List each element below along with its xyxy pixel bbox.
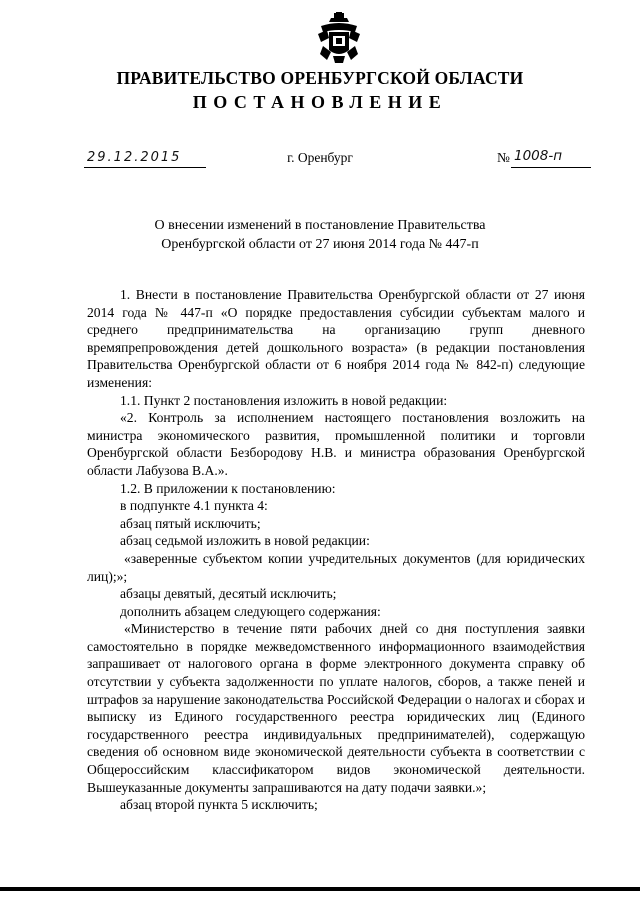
subject-line: О внесении изменений в постановление Правительства — [154, 218, 486, 233]
government-title: ПРАВИТЕЛЬСТВО ОРЕНБУРГСКОЙ ОБЛАСТИ — [116, 68, 524, 88]
coat-of-arms-icon — [317, 12, 361, 64]
body-paragraph: «Министерство в течение пяти рабочих дней со дня поступления заявки самостоятельно в порядке межведомственного информационного взаимодействия запрашивает от налогового органа в форме электронного документа справку об отсутствии у субъекта задолженности по уплате налогов, сборов, а также пеней и штрафов за нарушение законодательства Российской Федерации о налогах и сборах и выписку из Единого государственного реестра юридических лиц (Единого государственного реестра индивидуальных предпринимателей), содержащую сведения об основном виде экономической деятельности субъекта в соответствии с Общероссийским классификатором видов экономической деятельности. Вышеуказанные документы запрашиваются на дату подачи заявки.»; — [87, 621, 585, 795]
body-paragraph: абзац седьмой изложить в новой редакции: — [120, 533, 370, 549]
document-number: 1008-п — [514, 148, 563, 164]
body-paragraph: абзацы девятый, десятый исключить; — [120, 586, 337, 602]
body-paragraph: дополнить абзацем следующего содержания: — [120, 603, 381, 619]
subject-line: Оренбургской области от 27 июня 2014 года № 447-п — [161, 237, 479, 252]
body-paragraph: в подпункте 4.1 пункта 4: — [120, 498, 268, 514]
number-underline — [511, 167, 591, 168]
number-label: № — [497, 150, 510, 165]
page-bottom-border — [0, 887, 640, 891]
document-type-title: ПОСТАНОВЛЕНИЕ — [192, 92, 448, 112]
body-paragraph: абзац пятый исключить; — [120, 515, 261, 531]
document-date: 29.12.2015 — [87, 150, 182, 165]
date-underline — [84, 167, 206, 168]
body-paragraph: 1. Внести в постановление Правительства Оренбургской области от 27 июня 2014 года № 447-п «О порядке предоставления субсидии субъектам малого и среднего предпринимательства на организацию групп дневного времяпрепровождения детей дошкольного возраста» (в редакции постановления Правительства Оренбургской области от 6 ноября 2014 года № 842-п) следующие изменения: — [87, 287, 585, 390]
body-paragraph: «заверенные субъектом копии учредительных документов (для юридических лиц);»; — [87, 550, 585, 584]
body-paragraph: абзац второй пункта 5 исключить; — [120, 797, 318, 813]
document-body — [87, 286, 585, 814]
body-paragraph: 1.2. В приложении к постановлению: — [120, 480, 336, 496]
body-paragraph: 1.1. Пункт 2 постановления изложить в новой редакции: — [120, 392, 448, 408]
body-paragraph: «2. Контроль за исполнением настоящего постановления возложить на министра экономического развития, промышленной политики и торговли Оренбургской области Безбородову Н.В. и министра образования Оренбургской области Лабузова В.А.». — [87, 410, 585, 478]
document-city: г. Оренбург — [287, 150, 353, 165]
document-subject — [0, 216, 640, 254]
